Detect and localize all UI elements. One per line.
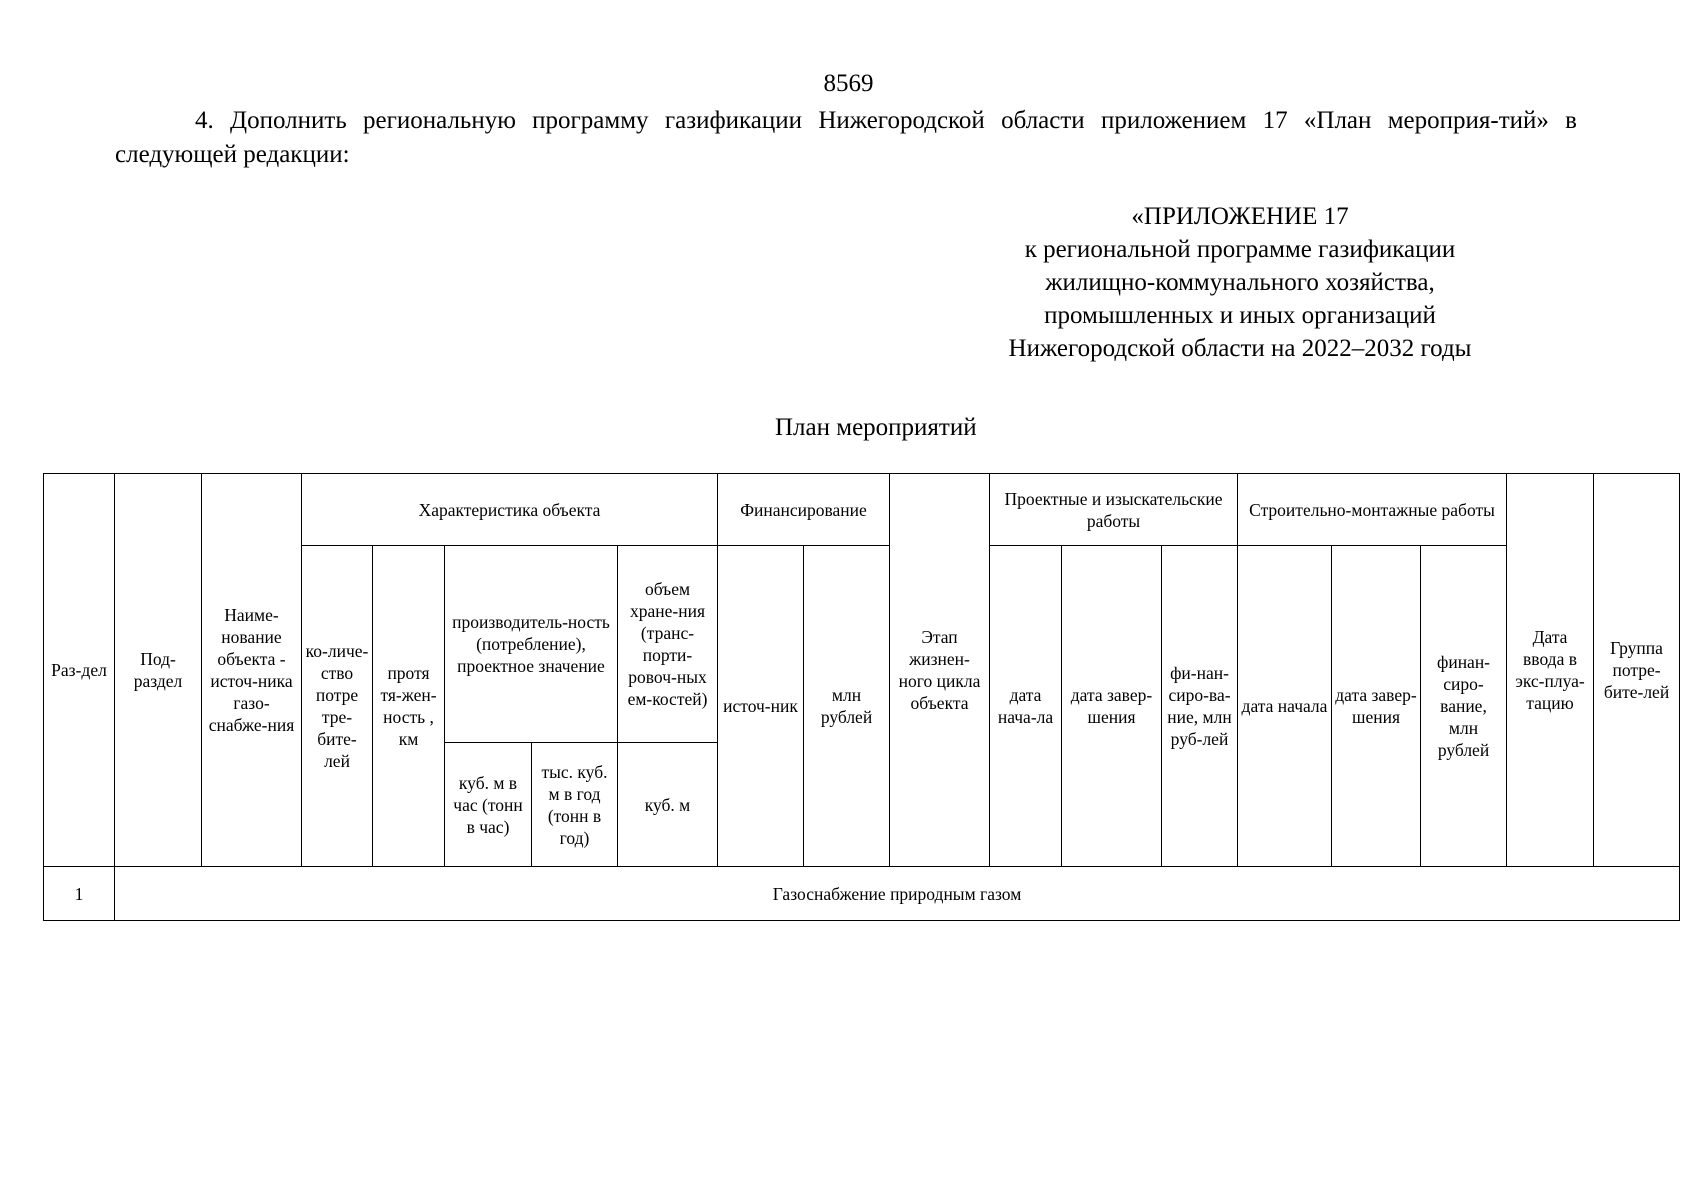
appendix-line: жилищно-коммунального хозяйства, xyxy=(1045,269,1435,296)
header-capacity: производитель-ность (потребление), проектное значение xyxy=(445,546,618,743)
header-consumer-group: Группа потре-бите-лей xyxy=(1594,474,1680,867)
header-consumer-count: ко-личе-ство потре тре-бите-лей xyxy=(302,546,373,867)
header-object-characteristics: Характеристика объекта xyxy=(302,474,718,546)
intro-paragraph: 4. Дополнить региональную программу газификации Нижегородской области приложением 17 «План мероприя-тий» в следующей редакции: xyxy=(115,107,1577,168)
header-podrazdel: Под-раздел xyxy=(115,474,202,867)
page-number: 8569 xyxy=(823,70,874,97)
appendix-line: промышленных и иных организаций xyxy=(1044,302,1436,329)
header-construction-end: дата завер-шения xyxy=(1332,546,1421,867)
header-design-financing: фи-нан-сиро-ва-ние, млн руб-лей xyxy=(1162,546,1238,867)
header-length: протя тя-жен-ность , км xyxy=(373,546,445,867)
appendix-line: «ПРИЛОЖЕНИЕ 17 xyxy=(1131,203,1349,230)
header-thousand-cubic-m-per-year: тыс. куб. м в год (тонн в год) xyxy=(532,743,618,867)
appendix-line: Нижегородской области на 2022–2032 годы xyxy=(1008,335,1472,362)
appendix-header xyxy=(930,200,1550,365)
header-storage-volume: объем хране-ния (транс-порти-ровоч-ных ем-костей) xyxy=(618,546,718,743)
header-design-works: Проектные и изыскательские работы xyxy=(990,474,1238,546)
header-construction-start: дата начала xyxy=(1238,546,1332,867)
header-commissioning-date: Дата ввода в экс-плуа-тацию xyxy=(1507,474,1594,867)
header-cubic-m: куб. м xyxy=(618,743,718,867)
header-financing: Финансирование xyxy=(718,474,890,546)
header-design-end: дата завер-шения xyxy=(1062,546,1162,867)
table-row xyxy=(44,867,1680,921)
header-object-name: Наиме-нование объекта - источ-ника газо-снабже-ния xyxy=(202,474,302,867)
row-number: 1 xyxy=(44,867,115,921)
row-section-title: Газоснабжение природным газом xyxy=(115,867,1680,921)
header-source: источ-ник xyxy=(718,546,804,867)
header-mln-rub: млн рублей xyxy=(804,546,890,867)
plan-table xyxy=(43,473,1680,921)
header-cubic-m-per-hour: куб. м в час (тонн в час) xyxy=(445,743,532,867)
header-razdel: Раз-дел xyxy=(44,474,115,867)
header-lifecycle-stage: Этап жизнен-ного цикла объекта xyxy=(890,474,990,867)
header-design-start: дата нача-ла xyxy=(990,546,1062,867)
plan-title: План мероприятий xyxy=(775,414,977,441)
appendix-line: к региональной программе газификации xyxy=(1024,236,1456,263)
header-construction-financing: финан-сиро-вание, млн рублей xyxy=(1421,546,1507,867)
header-construction-works: Строительно-монтажные работы xyxy=(1238,474,1507,546)
